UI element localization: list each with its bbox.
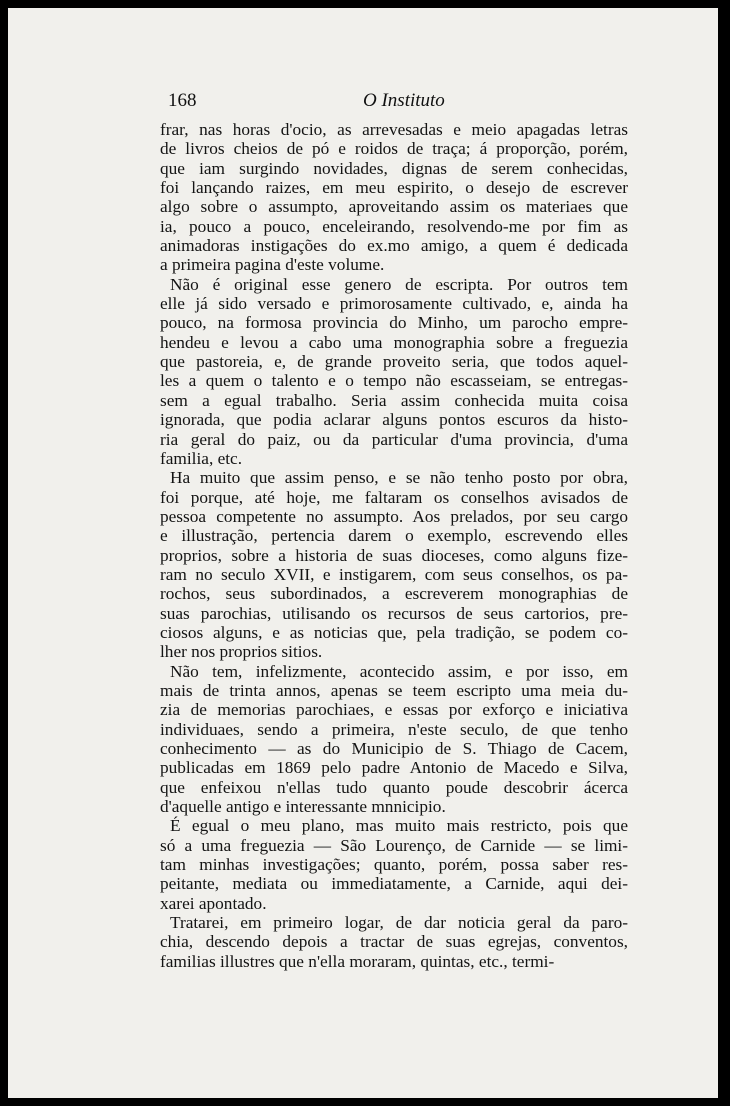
text-line: que iam surgindo novidades, dignas de serem conhecidas, xyxy=(160,158,628,178)
text-line: ciosos alguns, e as noticias que, pela tradição, se podem co- xyxy=(160,622,628,642)
text-line: chia, descendo depois a tractar de suas egrejas, conventos, xyxy=(160,932,628,952)
text-line: animadoras instigações do ex.mo amigo, a quem é dedicada xyxy=(160,236,628,256)
text-line: que pastoreia, e, de grande proveito seria, que todos aquel- xyxy=(160,352,628,372)
text-line: rochos, seus subordinados, a escreverem monographias de xyxy=(160,584,628,604)
text-line: hendeu e levou a cabo uma monographia sobre a freguezia xyxy=(160,332,628,352)
text-line: zia de memorias parochiaes, e essas por exforço e iniciativa xyxy=(160,700,628,720)
text-line: les a quem o talento e o tempo não escasseiam, se entregas- xyxy=(160,371,628,391)
text-line: de livros cheios de pó e roidos de traça; á proporção, porém, xyxy=(160,139,628,159)
running-title: O Instituto xyxy=(363,90,445,111)
text-line: xarei apontado. xyxy=(160,893,267,913)
text-line: ria geral do paiz, ou da particular d'uma provincia, d'uma xyxy=(160,429,628,449)
paragraph xyxy=(160,662,628,817)
text-line: proprios, sobre a historia de suas dioceses, como alguns fize- xyxy=(160,545,628,565)
text-line: ram no seculo XVII, e instigarem, com seus conselhos, os pa- xyxy=(160,564,628,584)
paragraph xyxy=(160,468,628,661)
text-line: elle já sido versado e primorosamente cultivado, e, ainda ha xyxy=(160,294,628,314)
text-line: foi lançando raizes, em meu espirito, o desejo de escrever xyxy=(160,178,628,198)
text-line: que enfeixou n'ellas tudo quanto poude descobrir ácerca xyxy=(160,777,628,797)
text-line: Não tem, infelizmente, acontecido assim, e por isso, em xyxy=(170,661,628,681)
text-line: foi porque, até hoje, me faltaram os conselhos avisados de xyxy=(160,487,628,507)
text-line: algo sobre o assumpto, aproveitando assim os materiaes que xyxy=(160,197,628,217)
text-line: mais de trinta annos, apenas se teem escripto uma meia du- xyxy=(160,680,628,700)
text-line: conhecimento — as do Municipio de S. Thiago de Cacem, xyxy=(160,739,628,758)
text-line: e illustração, pertencia darem o exemplo, escrevendo elles xyxy=(160,526,628,546)
text-line: É egual o meu plano, mas muito mais restricto, pois que xyxy=(170,816,628,836)
text-line: ia, pouco a pouco, enceleirando, resolvendo-me por fim as xyxy=(160,216,628,236)
page-header xyxy=(168,90,636,116)
text-line: a primeira pagina d'este volume. xyxy=(160,255,385,275)
text-line: familia, etc. xyxy=(160,448,243,468)
paragraph xyxy=(160,913,628,971)
paragraph xyxy=(160,120,628,275)
paragraph xyxy=(160,816,628,913)
text-line: individuaes, sendo a primeira, n'este seculo, de que tenho xyxy=(160,719,628,739)
text-line: d'aquelle antigo e interessante mnnicipio. xyxy=(160,797,446,817)
body-text xyxy=(160,120,628,971)
text-line: Tratarei, em primeiro logar, de dar noticia geral da paro- xyxy=(170,913,628,933)
text-line: só a uma freguezia — São Lourenço, de Carnide — se limi- xyxy=(160,835,628,855)
text-line: suas parochias, utilisando os recursos de seus cartorios, pre- xyxy=(160,603,628,623)
text-line: ignorada, que podia aclarar alguns pontos escuros da histo- xyxy=(160,410,628,430)
text-line: lher nos proprios sitios. xyxy=(160,642,323,662)
text-line: pouco, na formosa provincia do Minho, um parocho empre- xyxy=(160,313,628,333)
text-line: frar, nas horas d'ocio, as arrevesadas e meio apagadas letras xyxy=(160,120,628,139)
text-line: Ha muito que assim penso, e se não tenho posto por obra, xyxy=(170,468,628,488)
text-line: publicadas em 1869 pelo padre Antonio de Macedo e Silva, xyxy=(160,758,628,778)
text-line: tam minhas investigações; quanto, porém, possa saber res- xyxy=(160,855,628,875)
text-line: pessoa competente no assumpto. Aos prelados, por seu cargo xyxy=(160,506,628,526)
paragraph xyxy=(160,275,628,468)
text-line: sem a egual trabalho. Seria assim conhecida muita coisa xyxy=(160,390,628,410)
text-line: peitante, mediata ou immediatamente, a Carnide, aqui dei- xyxy=(160,874,628,894)
page-number: 168 xyxy=(168,90,197,111)
text-line: familias illustres que n'ella moraram, quintas, etc., termi- xyxy=(160,951,555,971)
text-line: Não é original esse genero de escripta. Por outros tem xyxy=(170,274,628,294)
